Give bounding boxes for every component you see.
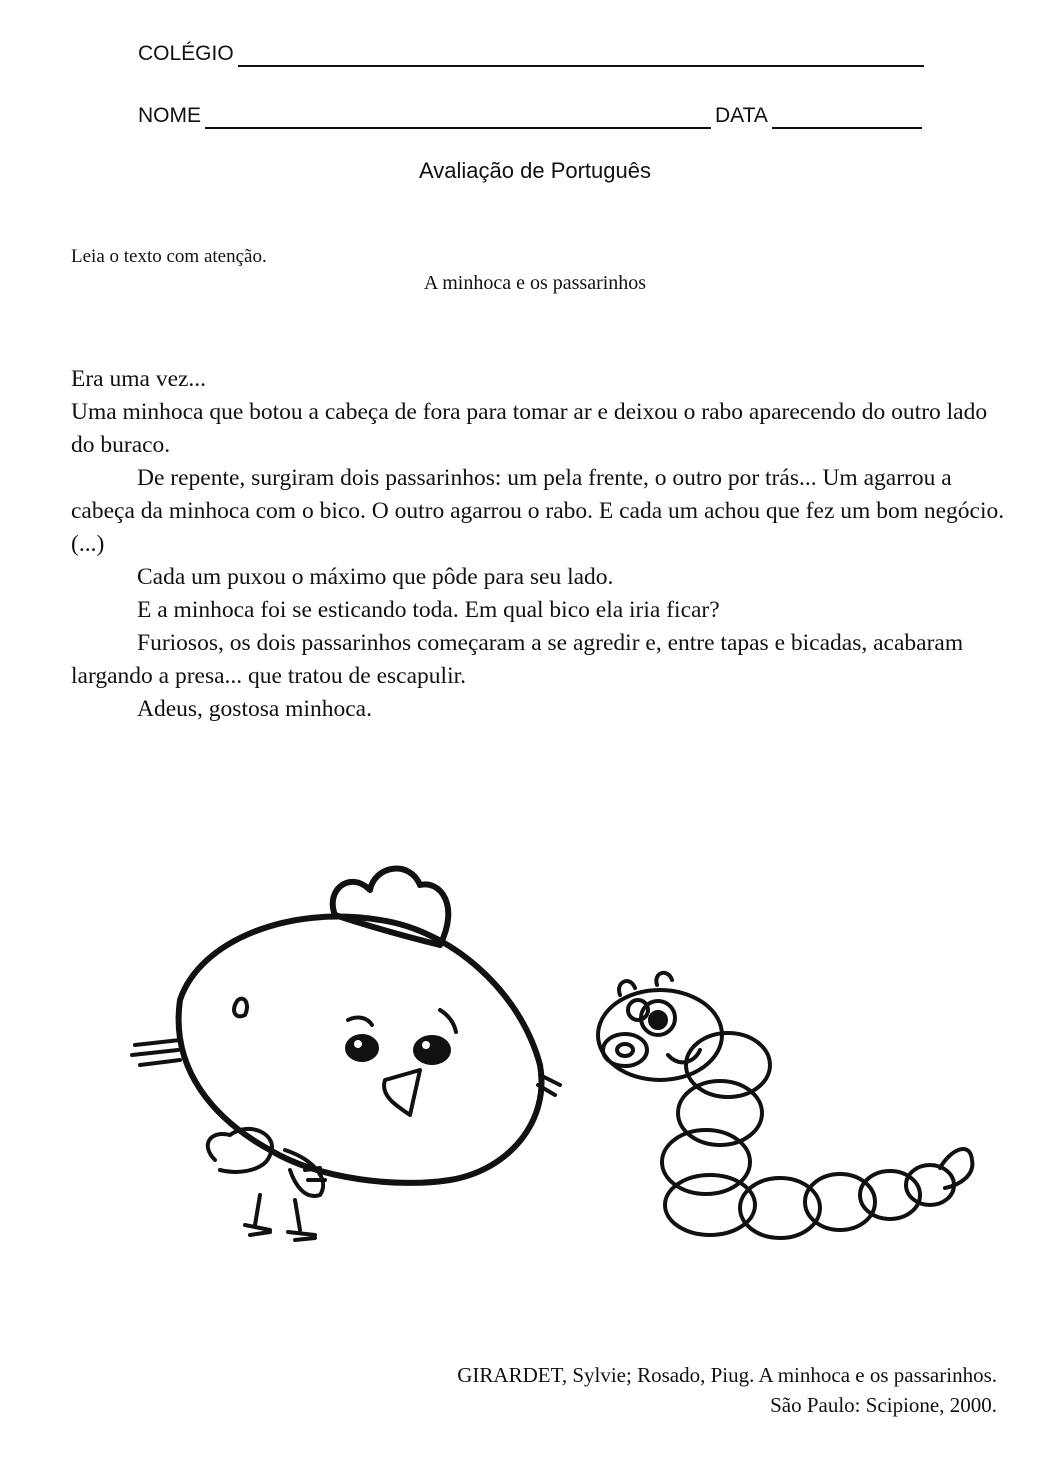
page-title: Avaliação de Português	[419, 158, 651, 183]
colegio-field[interactable]	[138, 42, 924, 67]
story-text	[71, 363, 1006, 726]
story-paragraph: Era uma vez...	[71, 366, 207, 392]
citation-line: São Paulo: Scipione, 2000.	[770, 1393, 997, 1417]
illustration	[120, 850, 990, 1250]
story-title: A minhoca e os passarinhos	[423, 272, 647, 294]
nome-label: NOME	[138, 104, 201, 127]
bird-icon	[132, 869, 560, 1240]
nome-data-row	[138, 104, 922, 129]
instruction-text: Leia o texto com atenção.	[71, 246, 267, 267]
citation-line: GIRARDET, Sylvie; Rosado, Piug. A minhoca e os passarinhos.	[457, 1363, 997, 1387]
worm-icon	[598, 973, 972, 1238]
nome-line[interactable]	[205, 105, 711, 129]
story-paragraph: Cada um puxou o máximo que pôde para seu lado.	[137, 564, 614, 590]
data-label: DATA	[715, 104, 768, 127]
colegio-label: COLÉGIO	[138, 42, 234, 65]
data-line[interactable]	[772, 105, 922, 129]
story-paragraph: E a minhoca foi se esticando toda. Em qual bico ela iria ficar?	[137, 597, 720, 623]
story-paragraph: Furiosos, os dois passarinhos começaram a se agredir e, entre tapas e bicadas, acabaram largando a presa... que tratou de escapulir.	[71, 630, 964, 689]
story-paragraph: Adeus, gostosa minhoca.	[137, 696, 372, 722]
citation	[457, 1360, 997, 1420]
story-paragraph: De repente, surgiram dois passarinhos: um pela frente, o outro por trás... Um agarrou a cabeça da minhoca com o bico. O outro agarrou o rabo. E cada um achou que fez um bom negócio. (...)	[71, 465, 1005, 557]
story-paragraph: Uma minhoca que botou a cabeça de fora para tomar ar e deixou o rabo aparecendo do outro lado do buraco.	[71, 399, 988, 458]
colegio-line[interactable]	[238, 43, 924, 67]
